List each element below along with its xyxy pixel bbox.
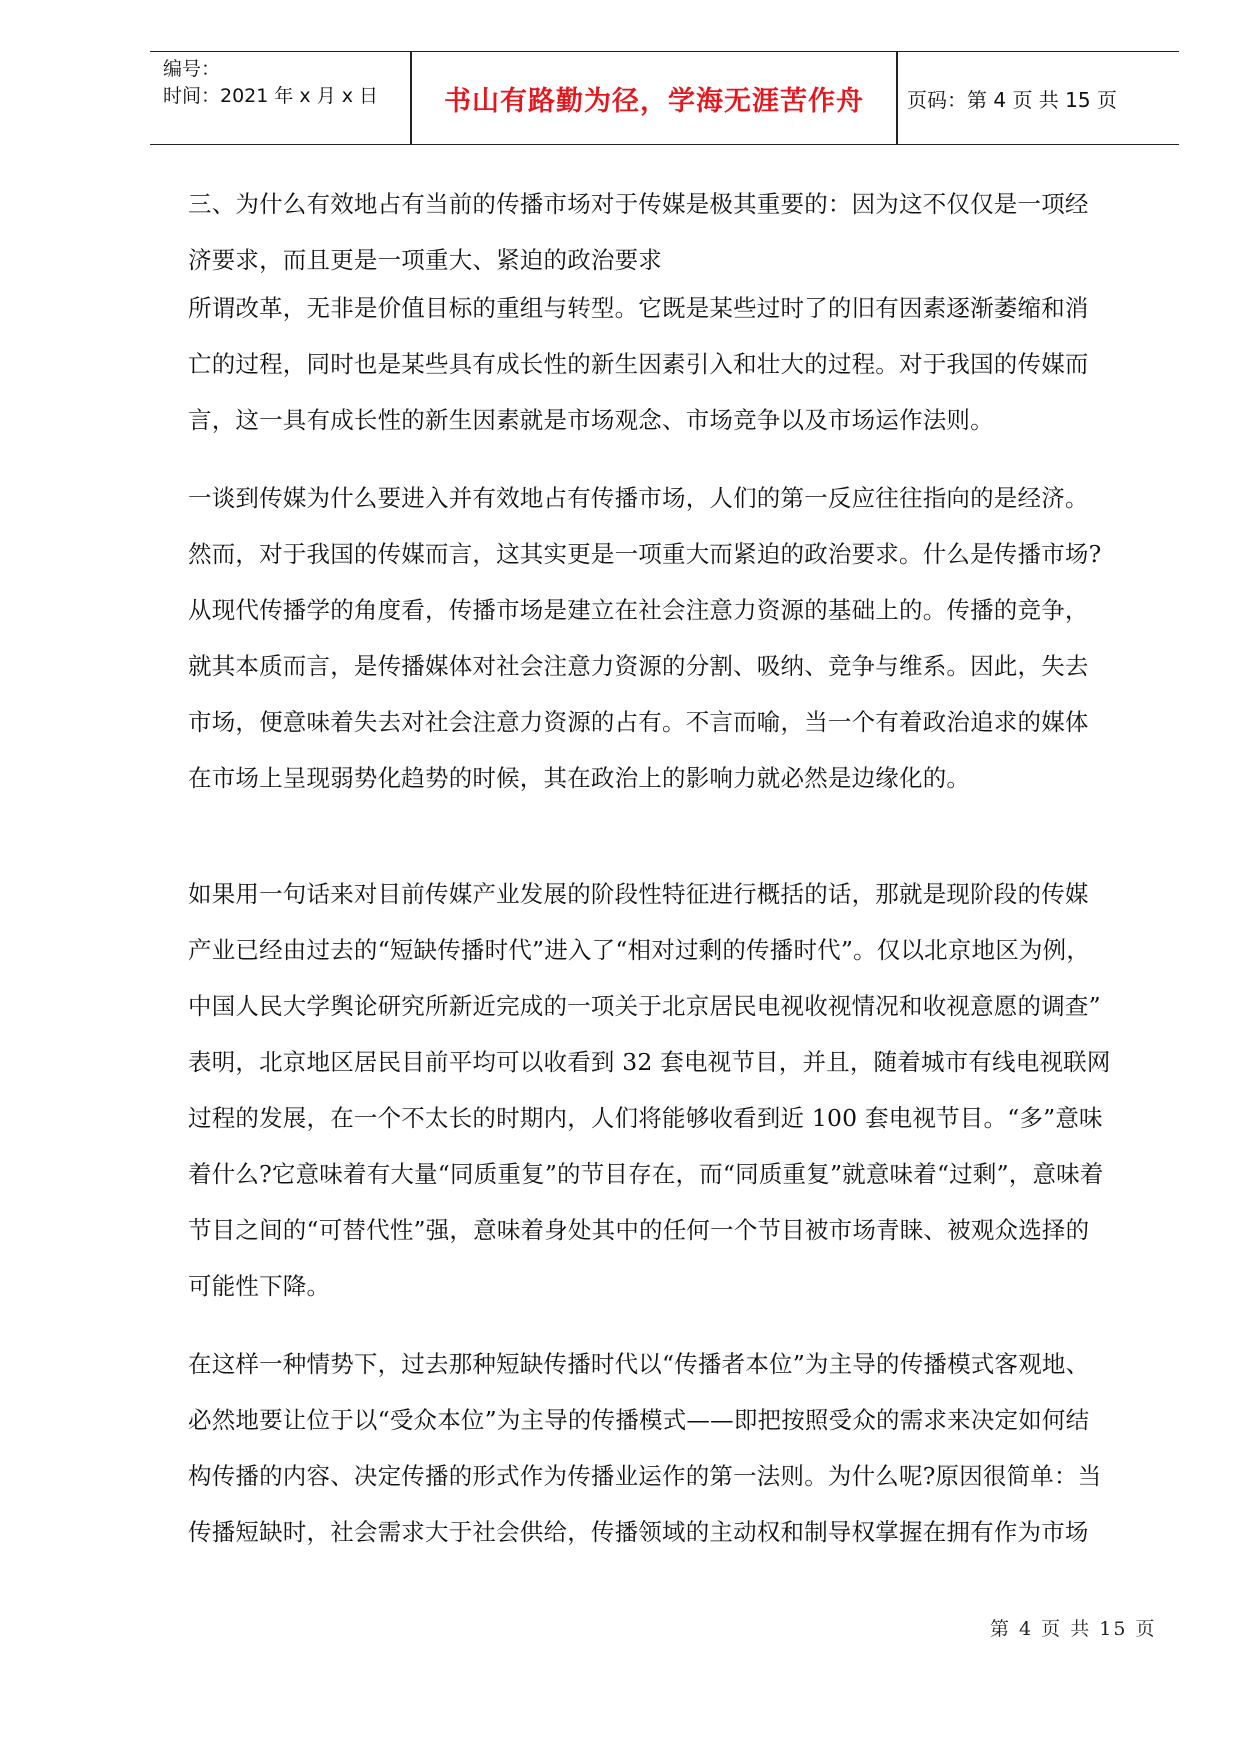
text-line: 表明，北京地区居民目前平均可以收看到 32 套电视节目，并且，随着城市有线电视联网 [188,1048,1111,1076]
header-page-number: 页码：第 4 页 共 15 页 [907,87,1117,112]
text-line: 必然地要让位于以“受众本位”为主导的传播模式——即把按照受众的需求来决定如何结 [188,1406,1090,1434]
text-line: 三、为什么有效地占有当前的传播市场对于传媒是极其重要的：因为这不仅仅是一项经 [188,190,1089,218]
document-header [150,51,1179,145]
text-line: 传播短缺时，社会需求大于社会供给，传播领域的主动权和制导权掌握在拥有作为市场 [188,1518,1089,1546]
header-divider [896,52,898,144]
header-motto: 书山有路勤为径，学海无涯苦作舟 [444,85,864,117]
text-line: 言，这一具有成长性的新生因素就是市场观念、市场竞争以及市场运作法则。 [188,406,994,434]
header-meta [163,56,403,110]
document-body [188,176,1168,1560]
text-line: 着什么?它意味着有大量“同质重复”的节目存在，而“同质重复”就意味着“过剩”，意味着 [188,1160,1104,1188]
text-line: 一谈到传媒为什么要进入并有效地占有传播市场，人们的第一反应往往指向的是经济。 [188,484,1089,512]
text-line: 亡的过程，同时也是某些具有成长性的新生因素引入和壮大的过程。对于我国的传媒而 [188,350,1089,378]
document-number-label: 编号： [163,58,221,80]
text-line: 中国人民大学舆论研究所新近完成的一项关于北京居民电视收视情况和收视意愿的调查” [188,992,1101,1020]
text-line: 可能性下降。 [188,1272,331,1300]
paragraph [188,280,1168,448]
paragraph [188,1336,1168,1560]
paragraph [188,176,1168,288]
text-line: 所谓改革，无非是价值目标的重组与转型。它既是某些过时了的旧有因素逐渐萎缩和消 [188,294,1089,322]
text-line: 在市场上呈现弱势化趋势的时候，其在政治上的影响力就必然是边缘化的。 [188,764,971,792]
text-line: 然而，对于我国的传媒而言，这其实更是一项重大而紧迫的政治要求。什么是传播市场? [188,540,1102,568]
text-line: 济要求，而且更是一项重大、紧迫的政治要求 [188,246,662,274]
text-line: 市场，便意味着失去对社会注意力资源的占有。不言而喻，当一个有着政治追求的媒体 [188,708,1089,736]
paragraph [188,866,1168,1314]
text-line: 构传播的内容、决定传播的形式作为传播业运作的第一法则。为什么呢?原因很简单：当 [188,1462,1102,1490]
text-line: 如果用一句话来对目前传媒产业发展的阶段性特征进行概括的话，那就是现阶段的传媒 [188,880,1089,908]
paragraph [188,470,1168,806]
text-line: 在这样一种情势下，过去那种短缺传播时代以“传播者本位”为主导的传播模式客观地、 [188,1350,1090,1378]
text-line: 从现代传播学的角度看，传播市场是建立在社会注意力资源的基础上的。传播的竞争， [188,596,1089,624]
document-time-label: 时间：2021 年 x 月 x 日 [163,85,379,107]
page-footer: 第 4 页 共 15 页 [990,1618,1157,1640]
text-line: 节目之间的“可替代性”强，意味着身处其中的任何一个节目被市场青睐、被观众选择的 [188,1216,1090,1244]
text-line: 产业已经由过去的“短缺传播时代”进入了“相对过剩的传播时代”。仅以北京地区为例， [188,936,1091,964]
text-line: 就其本质而言，是传播媒体对社会注意力资源的分割、吸纳、竞争与维系。因此，失去 [188,652,1089,680]
text-line: 过程的发展，在一个不太长的时期内，人们将能够收看到近 100 套电视节目。“多”意味 [188,1104,1103,1132]
